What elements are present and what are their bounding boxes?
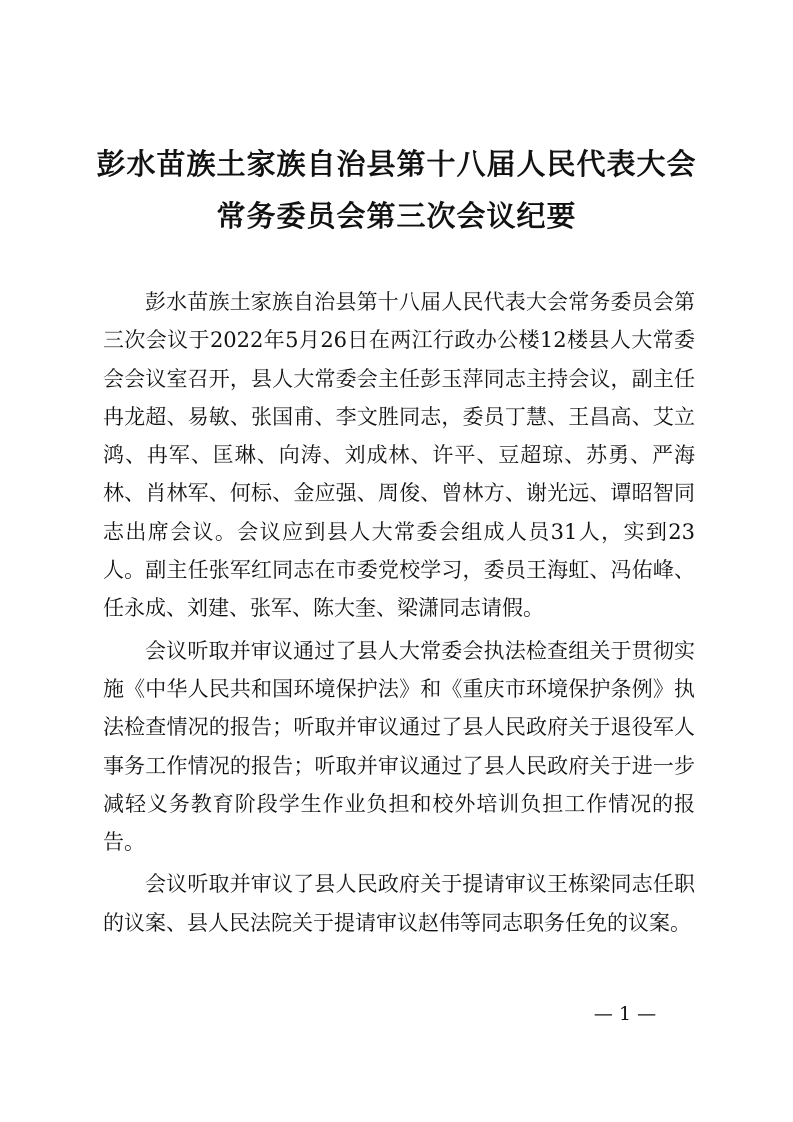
page-number: — 1 — xyxy=(593,1003,657,1025)
document-body xyxy=(103,283,695,946)
paragraph-motions: 会议听取并审议了县人民政府关于提请审议王栋梁同志任职的议案、县人民法院关于提请审议赵伟等同志职务任免的议案。 xyxy=(103,872,695,935)
document-title-line-1: 彭水苗族土家族自治县第十八届人民代表大会 xyxy=(96,147,697,181)
paragraph-attendance: 彭水苗族土家族自治县第十八届人民代表大会常务委员会第三次会议于2022年5月26日在两江行政办公楼12楼县人大常委会会议室召开，县人大常委会主任彭玉萍同志主持会议，副主任冉龙超、易敏、张国甫、李文胜同志，委员丁慧、王昌高、艾立鸿、冉军、匡琳、向涛、刘成林、许平、豆超琼、苏勇、严海林、肖林军、何标、金应强、周俊、曾林方、谢光远、谭昭智同志出席会议。会议应到县人大常委会组成人员31人，实到23人。副主任张军红同志在市委党校学习，委员王海虹、冯佑峰、任永成、刘建、张军、陈大奎、梁潇同志请假。 xyxy=(103,290,695,621)
paragraph-reports: 会议听取并审议通过了县人大常委会执法检查组关于贯彻实施《中华人民共和国环境保护法》和《重庆市环境保护条例》执法检查情况的报告；听取并审议通过了县人民政府关于退役军人事务工作情况的报告；听取并审议通过了县人民政府关于进一步减轻义务教育阶段学生作业负担和校外培训负担工作情况的报告。 xyxy=(103,638,695,855)
document-title-line-2: 常务委员会第三次会议纪要 xyxy=(216,199,577,233)
